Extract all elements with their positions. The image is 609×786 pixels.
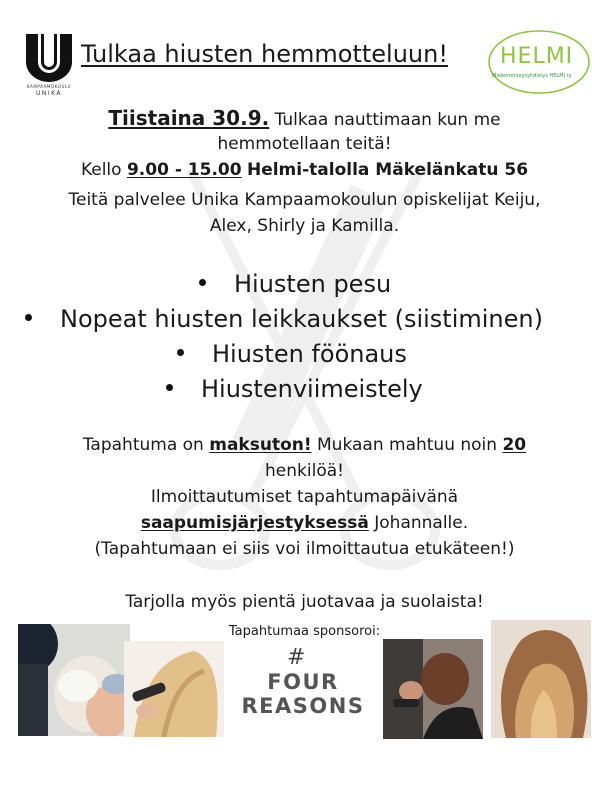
page-title: Tulkaa hiusten hemmotteluun! [81, 40, 448, 68]
intro-text: Tulkaa nauttimaan kun me [274, 110, 501, 130]
capacity-count: 20 [502, 435, 527, 455]
intro-line-2: hemmotellaan teitä! [217, 134, 392, 154]
info-line-1: Tapahtuma on maksuton! Mukaan mahtuu noin 20 [82, 435, 527, 455]
event-time: 9.00 - 15.00 [126, 160, 242, 180]
time-location-line [0, 159, 609, 182]
service-item: Nopeat hiusten leikkaukset (siistiminen) [25, 303, 543, 335]
served-line-1: Teitä palvelee Unika Kampaamokoulun opiskelijat Keiju, [68, 190, 541, 210]
unika-u-mark [24, 34, 74, 82]
hair-styling-salon-photo [383, 639, 483, 739]
free-badge: maksuton! [209, 435, 312, 455]
served-line-2: Alex, Shirly ja Kamilla. [209, 216, 400, 236]
bullet-icon [199, 279, 206, 286]
order-emphasis: saapumisjärjestyksessä [140, 513, 369, 533]
unika-name: UNIKA [35, 90, 63, 97]
four-reasons-hash-icon: # [287, 645, 306, 670]
unika-logo [24, 34, 74, 98]
info-line-4: saapumisjärjestyksessä Johannalle. [140, 513, 469, 533]
info-line-2: henkilöä! [265, 461, 344, 481]
intro-line-1 [0, 107, 609, 132]
event-location: Helmi-talolla Mäkelänkatu 56 [246, 160, 529, 180]
hair-washing-photo [18, 624, 130, 736]
bullet-icon [25, 314, 32, 321]
wavy-balayage-hair-photo [491, 620, 591, 738]
four-reasons-logo [240, 670, 366, 718]
blonde-hair-brushing-photo [124, 641, 224, 737]
sponsor-name-line-2: REASONS [241, 694, 365, 718]
bullet-icon [177, 349, 184, 356]
service-item: Hiusten föönaus [177, 338, 407, 370]
sponsor-label: Tapahtumaa sponsoroi: [228, 624, 381, 639]
service-item: Hiusten pesu [199, 268, 391, 300]
time-prefix: Kello [80, 160, 122, 180]
bullet-icon [166, 384, 173, 391]
helmi-tagline: Mielenterveysyhdistys HELMI ry [492, 73, 572, 79]
unika-tagline: KAMPAAMOKOULU [26, 84, 72, 89]
sponsor-name-line-1: FOUR [267, 670, 339, 694]
refreshments: Tarjolla myös pientä juotavaa ja suolaista! [125, 592, 484, 612]
helmi-logo [486, 28, 592, 96]
service-item: Hiustenviimeistely [166, 373, 423, 405]
helmi-name: HELMI [500, 44, 574, 69]
info-note: (Tapahtumaan ei siis voi ilmoittautua etukäteen!) [94, 539, 515, 559]
event-date: Tiistaina 30.9. [108, 106, 270, 130]
info-line-3: Ilmoittautumiset tapahtumapäivänä [150, 487, 459, 507]
